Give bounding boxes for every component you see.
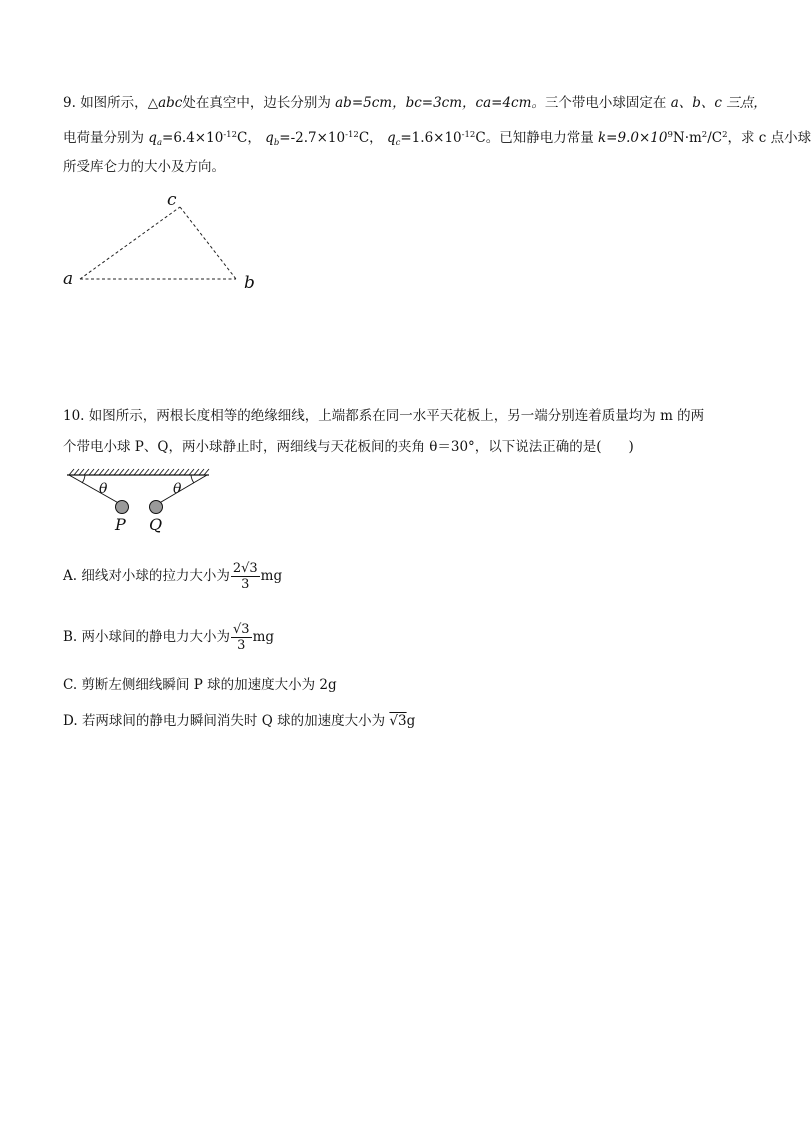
option-d-unit: g (406, 713, 416, 729)
option-b-numerator: √3 (233, 622, 250, 637)
q9-qa-val: =6.4×10 (162, 130, 224, 146)
q9-qc-exp: -12 (461, 130, 476, 140)
q9-qc-val: =1.6×10 (400, 130, 462, 146)
q9-text-1: 如图所示， (80, 95, 148, 111)
label-p: P (115, 515, 126, 534)
right-string (156, 475, 207, 505)
left-angle-arc (82, 475, 85, 483)
q9-line-3 (63, 158, 225, 176)
q9-qb: q (265, 130, 274, 146)
q9-text-2a: 电荷量分别为 (63, 130, 144, 146)
q9-line-2 (63, 126, 811, 152)
q9-text-2b: 已知静电力常量 (499, 130, 594, 146)
q9-qa-exp: -12 (223, 130, 238, 140)
q9-qc-unit: C。 (475, 130, 500, 146)
option-a-key: A. (63, 568, 78, 584)
triangle-edges (80, 207, 236, 279)
q9-sides: ab=5cm，bc=3cm，ca=4cm。 (335, 95, 545, 111)
option-b-denominator: 3 (237, 638, 246, 653)
q9-qa-sub: a (156, 138, 163, 148)
ceiling (67, 469, 209, 475)
option-d[interactable] (63, 712, 415, 730)
label-c: c (167, 190, 177, 210)
q9-qb-sub: b (273, 138, 280, 148)
q9-line-1 (63, 94, 767, 112)
option-d-text: 若两球间的静电力瞬间消失时 Q 球的加速度大小为 (81, 713, 386, 729)
q9-k: k=9.0×10 (598, 130, 668, 146)
q9-k-exp3: 2 (722, 130, 728, 140)
q10-pendulum-figure (63, 466, 223, 536)
q9-text-1b: 处在真空中，边长分别为 (182, 95, 331, 111)
q9-text-3: 所受库仑力的大小及方向。 (63, 159, 225, 175)
ball-p (116, 501, 129, 514)
ceiling-hatch (69, 469, 209, 475)
q9-qa: q (148, 130, 157, 146)
q10-line-1 (63, 407, 704, 425)
q9-k-unit: N·m (672, 130, 702, 146)
q9-k-exp: 9 (667, 130, 673, 140)
q10-text-2: 个带电小球 P、Q，两小球静止时，两细线与天花板间的夹角 θ＝30°，以下说法正确的是( ) (63, 439, 634, 455)
q9-qb-exp: -12 (345, 130, 359, 140)
q9-text-1c: 三个带电小球固定在 (544, 95, 667, 111)
option-d-key: D. (63, 713, 78, 729)
q9-qc: q (386, 130, 396, 146)
option-c-text: 剪断左侧细线瞬间 P 球的加速度大小为 2g (81, 677, 337, 693)
ball-q (150, 501, 163, 514)
edge-cb (180, 207, 236, 279)
option-a-text: 细线对小球的拉力大小为 (81, 568, 230, 584)
option-b-text: 两小球间的静电力大小为 (81, 629, 231, 645)
label-a: a (63, 269, 74, 289)
q9-qa-unit: C， (237, 130, 261, 146)
q9-triangle: △abc (147, 95, 183, 111)
label-b: b (244, 273, 255, 293)
left-string (69, 475, 122, 505)
option-a-unit: mg (260, 568, 283, 584)
q10-line-2 (63, 438, 634, 456)
q10-number: 10. (63, 408, 85, 424)
theta-left: θ (99, 481, 108, 497)
q9-text-2c: ，求 c 点小球 (727, 130, 811, 146)
q9-points: a、b、c 三点， (670, 95, 767, 111)
theta-right: θ (173, 481, 182, 497)
option-c-key: C. (63, 677, 78, 693)
right-angle-arc (191, 475, 194, 483)
option-b-key: B. (63, 629, 78, 645)
q9-k-exp2: 2 (701, 130, 708, 140)
q9-qb-unit: C， (358, 130, 383, 146)
q9-k-unit2: /C (707, 130, 723, 146)
label-q: Q (149, 515, 163, 534)
q9-qc-sub: c (395, 138, 401, 148)
option-b-unit: mg (252, 629, 275, 645)
option-d-radical: √3 (389, 713, 407, 729)
edge-ac (80, 207, 180, 279)
option-a-denominator: 3 (241, 577, 250, 592)
option-b[interactable] (63, 617, 274, 657)
option-a[interactable] (63, 556, 282, 596)
q9-number: 9. (63, 95, 76, 111)
q10-text-1: 如图所示，两根长度相等的绝缘细线，上端都系在同一水平天花板上，另一端分别连着质量均为 m 的两 (88, 408, 705, 424)
q9-triangle-figure (0, 185, 794, 305)
option-b-fraction (231, 622, 252, 653)
option-a-fraction (231, 561, 260, 592)
option-a-numerator: 2√3 (232, 561, 258, 576)
option-c[interactable] (63, 676, 337, 694)
q9-qb-val: =-2.7×10 (279, 130, 346, 146)
